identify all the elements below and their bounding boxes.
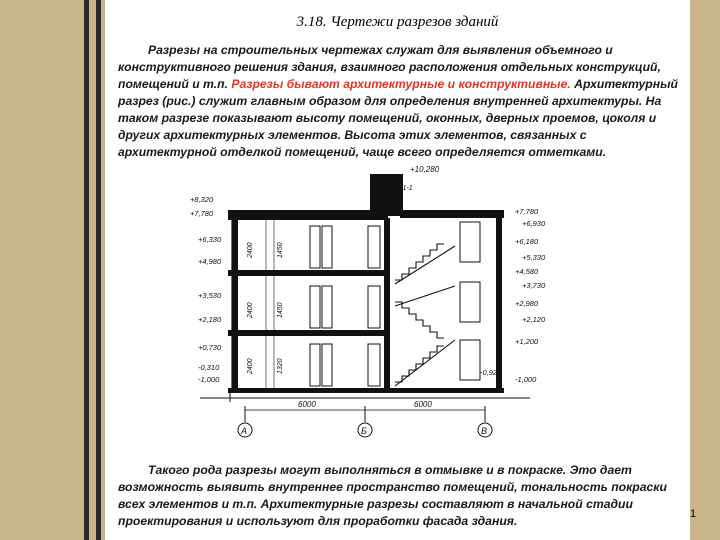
- roof-slab-right: [400, 210, 504, 218]
- closing-paragraph: Такого рода разрезы могут выполняться в отмывке и в покраске. Это дает возможность выявить внутреннее пространство помещений, тональность покраски всех элементов и т.п. Архитектурные разрезы составляют в начальной стадии проектирования и используют для проработки фасада здания.: [118, 463, 667, 528]
- right-mark: +6,180: [515, 237, 539, 246]
- right-mark: +2,120: [522, 315, 546, 324]
- roof-slab: [228, 210, 388, 220]
- floor-slab-3: [228, 270, 388, 276]
- right-mark: +5,330: [522, 253, 546, 262]
- intro-paragraph: [118, 42, 688, 177]
- inner-dim: 1450: [277, 242, 284, 258]
- left-mark: -1,000: [198, 375, 220, 384]
- right-mark: -0,920: [480, 368, 502, 377]
- ground-slab: [228, 388, 504, 393]
- left-mark: +4,980: [198, 257, 222, 266]
- wall-right: [496, 218, 502, 390]
- inner-dim: 1450: [277, 302, 284, 318]
- right-mark: +1,200: [515, 337, 539, 346]
- left-mark: +6,330: [198, 235, 222, 244]
- right-mark: +4,580: [515, 267, 539, 276]
- page-number: 1: [690, 508, 697, 520]
- right-mark: +3,730: [522, 281, 546, 290]
- wall-middle: [384, 218, 390, 390]
- right-mark: +2,980: [515, 299, 539, 308]
- right-mark: +6,930: [522, 219, 546, 228]
- right-mark: -1,000: [515, 375, 537, 384]
- wall-left: [232, 218, 238, 390]
- left-mark: -0,310: [198, 363, 220, 372]
- left-rule-inner: [96, 0, 101, 540]
- axis-a: А: [241, 426, 248, 436]
- left-mark: +2,180: [198, 315, 222, 324]
- right-decorative-band: [690, 0, 720, 540]
- floor-height: 2400: [247, 242, 254, 258]
- left-mark: +0,730: [198, 343, 222, 352]
- right-mark: +7,780: [515, 207, 539, 216]
- intro-highlight: Разрезы бывают архитектурные и конструктивные.: [231, 77, 571, 91]
- inner-dim: 1320: [277, 358, 284, 374]
- left-rule-outer: [84, 0, 89, 540]
- left-mark: +3,530: [198, 291, 222, 300]
- left-decorative-band: [0, 0, 105, 540]
- roof-tower: [370, 174, 403, 216]
- dim-label-right: 6000: [414, 400, 432, 409]
- building-section-drawing: [170, 160, 570, 440]
- slide-title: 3.18. Чертежи разрезов зданий: [296, 14, 499, 30]
- left-mark: +7,780: [190, 209, 214, 218]
- axis-b: Б: [361, 426, 367, 436]
- floor-height: 2400: [247, 358, 254, 374]
- staircase: [395, 244, 455, 386]
- floor-height: 2400: [247, 302, 254, 318]
- floor-slab-2: [228, 330, 388, 336]
- section-label: Разрез 1-1: [378, 185, 413, 192]
- left-mark: +8,320: [190, 195, 214, 204]
- intro-text-part1: Разрезы на строительных чертежах служат для выявления объемного и конструктивного решения здания, взаимного расположения отдельных конструкций, помещений и т.п.: [118, 43, 661, 91]
- axis-v: В: [481, 426, 488, 436]
- top-mark: +10,280: [410, 165, 440, 174]
- intro-text-part2: Архитектурный разрез (рис.) служит главным образом для определения внутренней архитектуры. На таком разрезе показывают высоту помещений, оконных, дверных проемов, цоколя и других архитектурных элементов. Высота этих элементов, связанных с архитектурной отделкой помещений, чаще всего определяется отметками.: [118, 77, 678, 159]
- dim-label-left: 6000: [298, 400, 316, 409]
